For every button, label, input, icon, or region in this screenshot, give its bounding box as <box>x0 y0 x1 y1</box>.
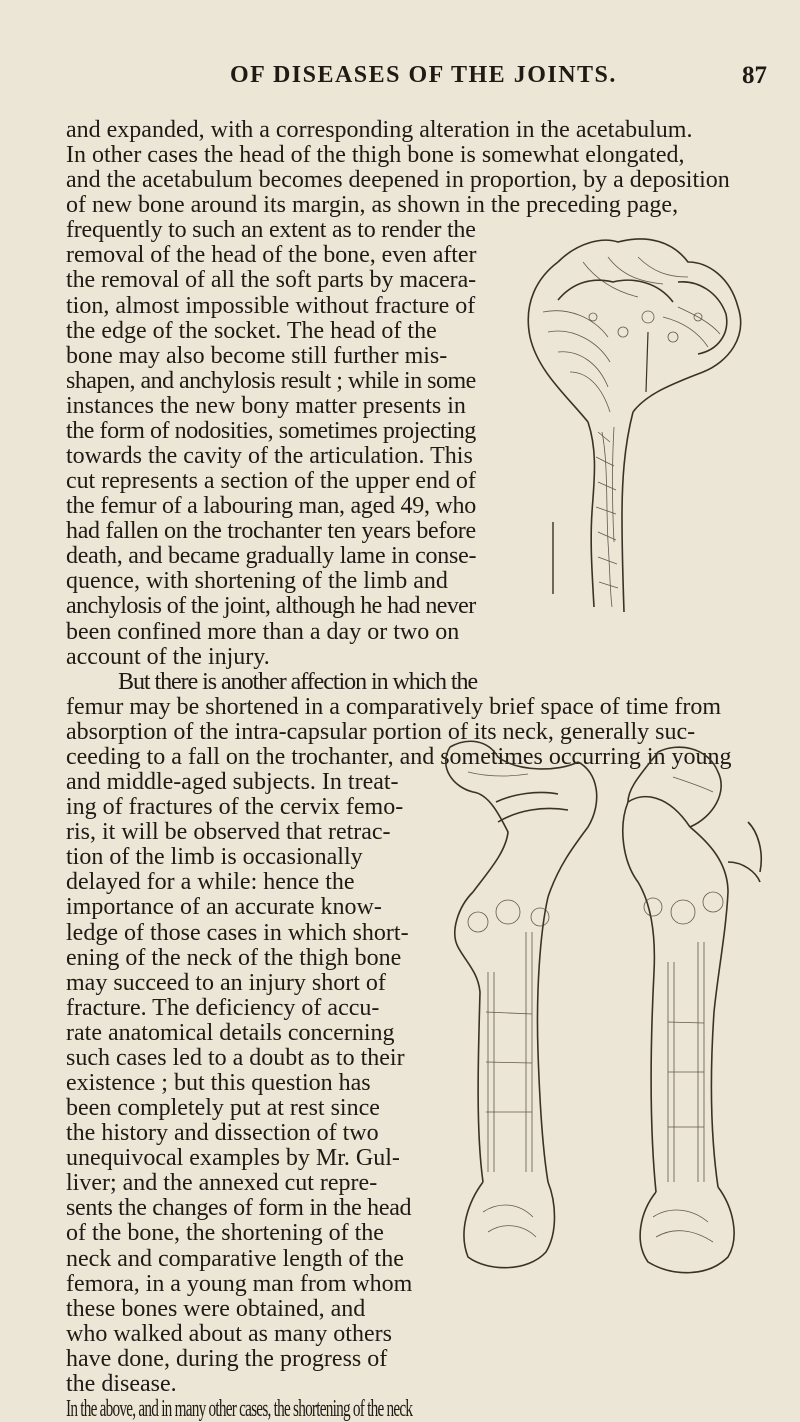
body-line: neck and comparative length of the <box>66 1246 404 1272</box>
body-line: ris, it will be observed that retrac- <box>66 819 391 845</box>
two-femora-figure <box>428 732 776 1298</box>
body-line: tion of the limb is occasionally <box>66 844 363 870</box>
running-title: OF DISEASES OF THE JOINTS. <box>230 62 617 88</box>
body-line: who walked about as many others <box>66 1321 392 1347</box>
body-line: importance of an accurate know- <box>66 894 382 920</box>
body-line: account of the injury. <box>66 644 270 670</box>
body-line: removal of the head of the bone, even after <box>66 242 477 268</box>
body-line: ening of the neck of the thigh bone <box>66 945 402 971</box>
body-line: of the bone, the shortening of the <box>66 1220 384 1246</box>
two-femora-engraving-icon <box>428 732 776 1298</box>
body-line: bone may also become still further mis- <box>66 343 448 369</box>
body-line: death, and became gradually lame in conse- <box>66 543 477 569</box>
body-line: existence ; but this question has <box>66 1070 371 1096</box>
body-line: of new bone around its margin, as shown in the preceding page, <box>66 192 679 218</box>
body-line: may succeed to an injury short of <box>66 970 386 996</box>
body-line: quence, with shortening of the limb and <box>66 568 448 594</box>
body-line: towards the cavity of the articulation. This <box>66 443 473 469</box>
body-line: such cases led to a doubt as to their <box>66 1045 405 1071</box>
body-line: tion, almost impossible without fracture of <box>66 293 476 319</box>
body-line: these bones were obtained, and <box>66 1296 366 1322</box>
body-line: been completely put at rest since <box>66 1095 380 1121</box>
body-line: the disease. <box>66 1371 177 1397</box>
body-line: ceeding to a fall on the trochanter, and sometimes occurring in young <box>66 744 732 770</box>
body-line: and the acetabulum becomes deepened in proportion, by a deposition <box>66 167 730 193</box>
body-line: But there is another affection in which the <box>118 669 478 695</box>
body-line: had fallen on the trochanter ten years before <box>66 518 476 544</box>
body-line: and expanded, with a corresponding alteration in the acetabulum. <box>66 117 693 143</box>
body-line: ing of fractures of the cervix femo- <box>66 794 404 820</box>
body-line: sents the changes of form in the head <box>66 1195 412 1221</box>
body-line: frequently to such an extent as to render the <box>66 217 476 243</box>
body-line: the removal of all the soft parts by macera- <box>66 267 477 293</box>
body-line: been confined more than a day or two on <box>66 619 460 645</box>
body-line: the form of nodosities, sometimes projecting <box>66 418 476 444</box>
body-line: the history and dissection of two <box>66 1120 379 1146</box>
body-line: liver; and the annexed cut repre- <box>66 1170 378 1196</box>
body-line: femora, in a young man from whom <box>66 1271 413 1297</box>
page-number: 87 <box>742 62 767 89</box>
body-line: In the above, and in many other cases, the shortening of the neck <box>66 1396 413 1422</box>
body-line: have done, during the progress of <box>66 1346 388 1372</box>
page-header <box>0 60 800 96</box>
femur-section-figure <box>498 222 770 624</box>
body-line: instances the new bony matter presents in <box>66 393 466 419</box>
body-line: rate anatomical details concerning <box>66 1020 395 1046</box>
body-line: In other cases the head of the thigh bone is somewhat elongated, <box>66 142 685 168</box>
body-line: femur may be shortened in a comparatively brief space of time from <box>66 694 722 720</box>
body-line: unequivocal examples by Mr. Gul- <box>66 1145 400 1171</box>
body-line: the edge of the socket. The head of the <box>66 318 437 344</box>
body-line: absorption of the intra-capsular portion of its neck, generally suc- <box>66 719 696 745</box>
body-line: ledge of those cases in which short- <box>66 920 409 946</box>
body-line: cut represents a section of the upper end of <box>66 468 476 494</box>
body-line: anchylosis of the joint, although he had never <box>66 593 476 619</box>
body-line: shapen, and anchylosis result ; while in some <box>66 368 476 394</box>
body-line: the femur of a labouring man, aged 49, who <box>66 493 476 519</box>
body-line: fracture. The deficiency of accu- <box>66 995 380 1021</box>
body-line: and middle-aged subjects. In treat- <box>66 769 399 795</box>
femur-section-engraving-icon <box>498 222 770 624</box>
body-line: delayed for a while: hence the <box>66 869 355 895</box>
